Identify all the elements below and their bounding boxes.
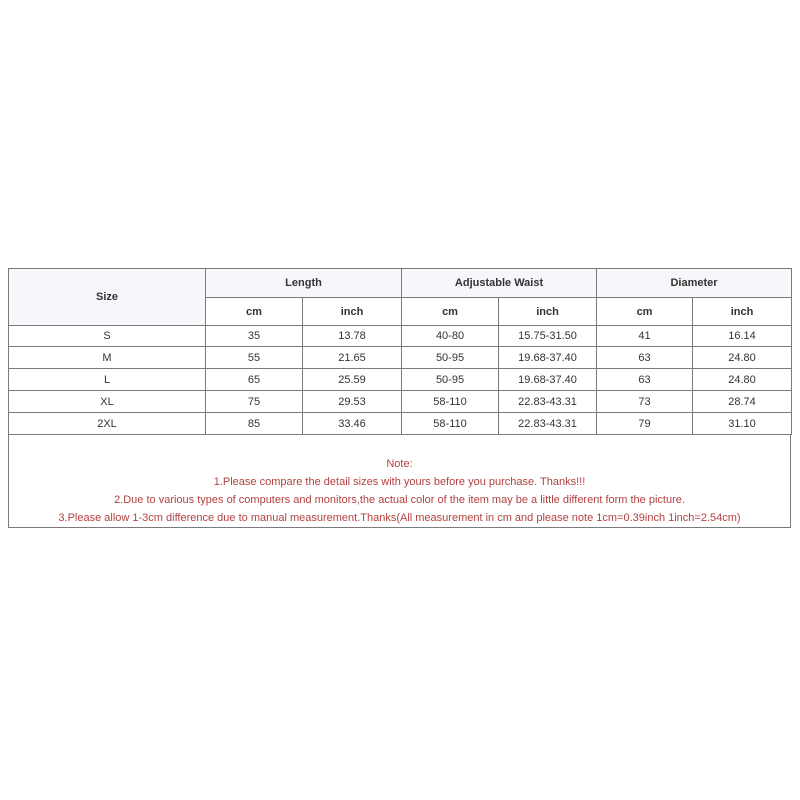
table-cell: 73: [597, 391, 693, 413]
table-cell: 35: [206, 326, 303, 347]
table-row: [9, 326, 792, 347]
table-cell: 15.75-31.50: [499, 326, 597, 347]
unit-header: cm: [206, 298, 303, 326]
table-cell: 63: [597, 369, 693, 391]
table-cell: 65: [206, 369, 303, 391]
table-cell: 24.80: [693, 347, 792, 369]
table-cell: 16.14: [693, 326, 792, 347]
table-cell: 29.53: [303, 391, 402, 413]
table-cell: 19.68-37.40: [499, 347, 597, 369]
unit-header: inch: [499, 298, 597, 326]
table-cell: 85: [206, 413, 303, 435]
table-cell: 41: [597, 326, 693, 347]
note-line: 1.Please compare the detail sizes with yours before you purchase. Thanks!!!: [213, 476, 586, 488]
note-line: 2.Due to various types of computers and monitors,the actual color of the item may be a little different form the picture.: [114, 494, 685, 506]
table-cell: 22.83-43.31: [499, 413, 597, 435]
table-cell: 75: [206, 391, 303, 413]
table-cell: 79: [597, 413, 693, 435]
table-row: [9, 413, 792, 435]
unit-header: inch: [693, 298, 792, 326]
length-group-header: Length: [206, 269, 402, 298]
table-cell: 63: [597, 347, 693, 369]
table-cell: 50-95: [402, 347, 499, 369]
size-cell: XL: [9, 391, 206, 413]
diameter-group-header: Diameter: [597, 269, 792, 298]
note-box: [8, 435, 791, 528]
table-row: [9, 369, 792, 391]
table-cell: 50-95: [402, 369, 499, 391]
table-cell: 25.59: [303, 369, 402, 391]
table-cell: 22.83-43.31: [499, 391, 597, 413]
note-line: 3.Please allow 1-3cm difference due to manual measurement.Thanks(All measurement in cm and please note 1cm=0.39inch 1inch=2.54cm): [58, 512, 741, 524]
table-cell: 58-110: [402, 413, 499, 435]
size-table: [8, 268, 792, 435]
table-row: [9, 391, 792, 413]
unit-header: cm: [597, 298, 693, 326]
size-cell: M: [9, 347, 206, 369]
table-cell: 28.74: [693, 391, 792, 413]
size-column-header: Size: [9, 269, 206, 326]
size-chart: [8, 268, 791, 528]
unit-header: inch: [303, 298, 402, 326]
size-cell: L: [9, 369, 206, 391]
table-cell: 33.46: [303, 413, 402, 435]
table-cell: 31.10: [693, 413, 792, 435]
table-cell: 13.78: [303, 326, 402, 347]
table-cell: 58-110: [402, 391, 499, 413]
table-row: [9, 347, 792, 369]
table-cell: 21.65: [303, 347, 402, 369]
waist-group-header: Adjustable Waist: [402, 269, 597, 298]
size-cell: 2XL: [9, 413, 206, 435]
note-title: Note:: [386, 458, 413, 470]
table-cell: 19.68-37.40: [499, 369, 597, 391]
unit-header: cm: [402, 298, 499, 326]
size-cell: S: [9, 326, 206, 347]
table-cell: 55: [206, 347, 303, 369]
table-cell: 24.80: [693, 369, 792, 391]
group-header-row: [9, 269, 792, 298]
table-cell: 40-80: [402, 326, 499, 347]
